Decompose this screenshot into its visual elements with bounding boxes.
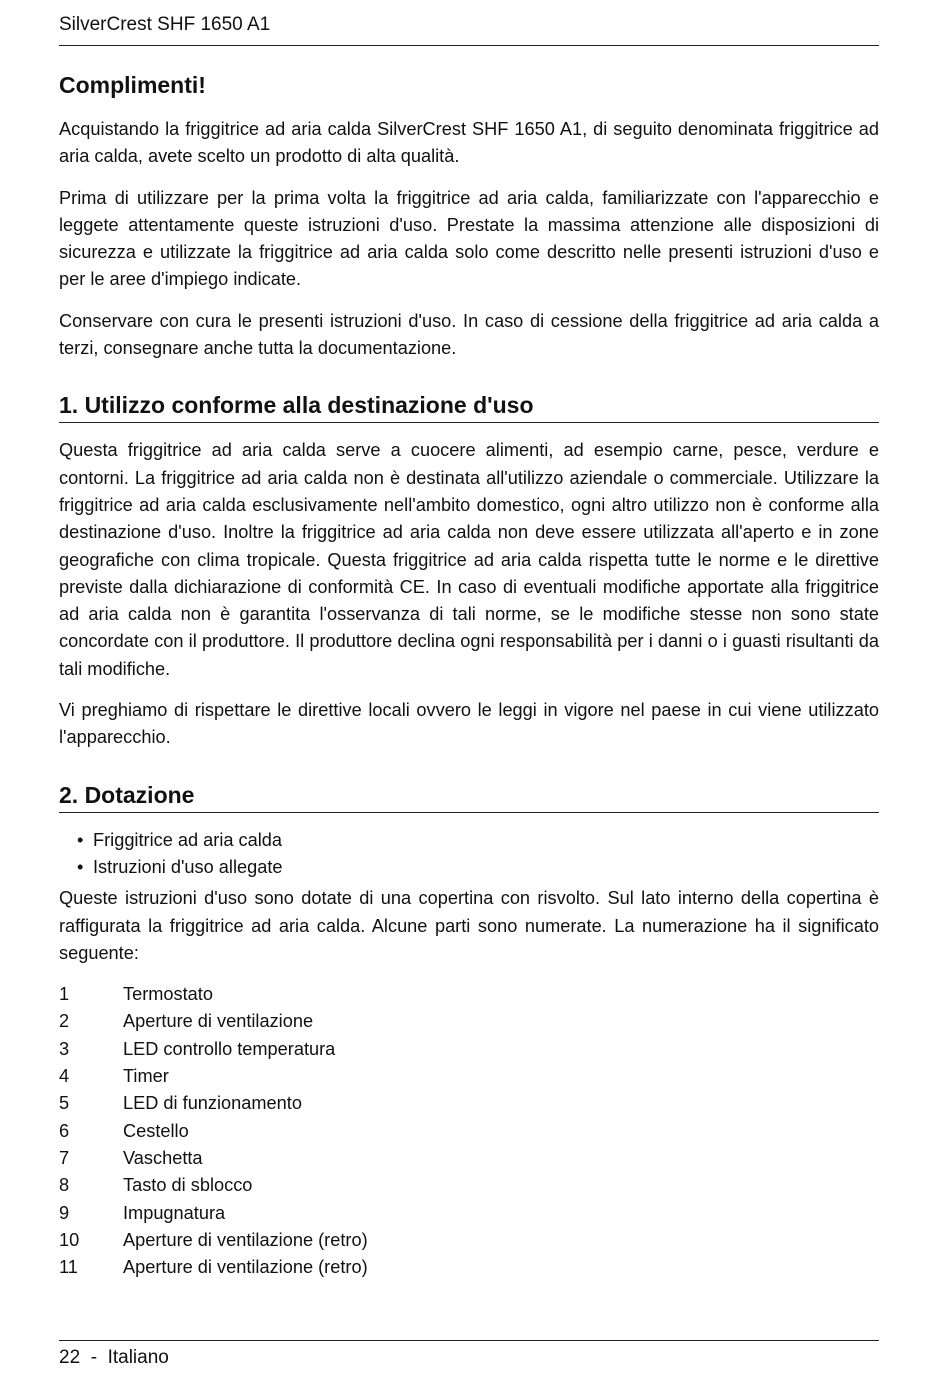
part-number: 8: [59, 1175, 70, 1196]
part-number: 10: [59, 1229, 80, 1250]
part-number: 4: [59, 1066, 70, 1087]
contents-list: [59, 827, 879, 882]
part-label: LED di funzionamento: [123, 1093, 302, 1114]
part-label: Tasto di sblocco: [123, 1175, 253, 1196]
intro-paragraph: Acquistando la friggitrice ad aria calda SilverCrest SHF 1650 A1, di seguito denominata friggitrice ad aria calda, avete scelto un prodotto di alta qualità.: [59, 119, 879, 167]
section-intended-use: [59, 388, 879, 751]
list-item: [77, 827, 879, 854]
parts-list-row: [59, 1118, 879, 1145]
document-title: SilverCrest SHF 1650 A1: [59, 14, 271, 35]
parts-list-row: [59, 1227, 879, 1254]
part-number: 7: [59, 1147, 70, 1168]
part-number: 3: [59, 1038, 70, 1059]
part-number: 2: [59, 1011, 70, 1032]
part-number: 11: [59, 1257, 78, 1278]
section-heading: 1. Utilizzo conforme alla destinazione d'uso: [59, 388, 879, 423]
bullet-icon: •: [77, 856, 84, 877]
list-item-label: Friggitrice ad aria calda: [93, 829, 283, 850]
part-label: Impugnatura: [123, 1202, 226, 1223]
page-header: [59, 12, 879, 46]
parts-list: [59, 981, 879, 1281]
part-label: LED controllo temperatura: [123, 1038, 336, 1059]
bullet-icon: •: [77, 829, 84, 850]
section-contents: [59, 778, 879, 1282]
part-label: Aperture di ventilazione (retro): [123, 1257, 368, 1278]
intro-paragraph: Conservare con cura le presenti istruzioni d'uso. In caso di cessione della friggitrice ad aria calda a terzi, consegnare anche tutta la documentazione.: [59, 310, 879, 359]
parts-list-row: [59, 1200, 879, 1227]
part-number: 1: [59, 984, 70, 1005]
part-label: Cestello: [123, 1120, 189, 1141]
section-paragraph: Vi preghiamo di rispettare le direttive locali ovvero le leggi in vigore nel paese in cui viene utilizzato l'apparecchio.: [59, 700, 879, 748]
parts-list-row: [59, 1008, 879, 1035]
parts-list-row: [59, 1172, 879, 1199]
list-item: [77, 854, 879, 881]
section-paragraph: Questa friggitrice ad aria calda serve a cuocere alimenti, ad esempio carne, pesce, verdure e contorni. La friggitrice ad aria calda non è destinata all'utilizzo aziendale o commerciale. Utilizzare la friggitrice ad aria calda esclusivamente nell'ambito domestico, ogni altro utilizzo non è conforme alla destinazione d'uso. Inoltre la friggitrice ad aria calda non deve essere utilizzata all'aperto e in zone geografiche con clima tropicale. Questa friggitrice ad aria calda rispetta tutte le norme e le direttive previste dalla dichiarazione di conformità CE. In caso di eventuali modifiche apportate alla friggitrice ad aria calda non è garantita l'osservanza di tali norme, se le modifiche stesse non sono state concordate con il produttore. Il produttore declina ogni responsabilità per i danni o i guasti risultanti da tali modifiche.: [59, 440, 879, 679]
part-label: Timer: [123, 1066, 169, 1087]
intro-heading: Complimenti!: [59, 72, 206, 98]
list-item-label: Istruzioni d'uso allegate: [93, 856, 283, 877]
part-label: Aperture di ventilazione (retro): [123, 1229, 368, 1250]
page-number-label: 22 - Italiano: [59, 1347, 169, 1368]
parts-list-row: [59, 1036, 879, 1063]
part-label: Aperture di ventilazione: [123, 1011, 314, 1032]
part-number: 9: [59, 1202, 70, 1223]
parts-list-row: [59, 981, 879, 1008]
parts-list-row: [59, 1145, 879, 1172]
page-footer: [59, 1340, 879, 1371]
parts-list-row: [59, 1090, 879, 1117]
section-heading: 2. Dotazione: [59, 778, 879, 813]
part-number: 6: [59, 1120, 70, 1141]
part-label: Vaschetta: [123, 1147, 203, 1168]
page-content: [59, 66, 879, 1281]
intro-paragraph: Prima di utilizzare per la prima volta la friggitrice ad aria calda, familiarizzate con l'apparecchio e leggete attentamente queste istruzioni d'uso. Prestate la massima attenzione alle disposizioni di sicurezza e utilizzate la friggitrice ad aria calda solo come descritto nelle presenti istruzioni d'uso e per le aree d'impiego indicate.: [59, 187, 879, 290]
parts-list-row: [59, 1254, 879, 1281]
part-number: 5: [59, 1093, 70, 1114]
part-label: Termostato: [123, 984, 213, 1005]
section-paragraph: Queste istruzioni d'uso sono dotate di una copertina con risvolto. Sul lato interno della copertina è raffigurata la friggitrice ad aria calda. Alcune parti sono numerate. La numerazione ha il significato seguente:: [59, 888, 879, 963]
parts-list-row: [59, 1063, 879, 1090]
